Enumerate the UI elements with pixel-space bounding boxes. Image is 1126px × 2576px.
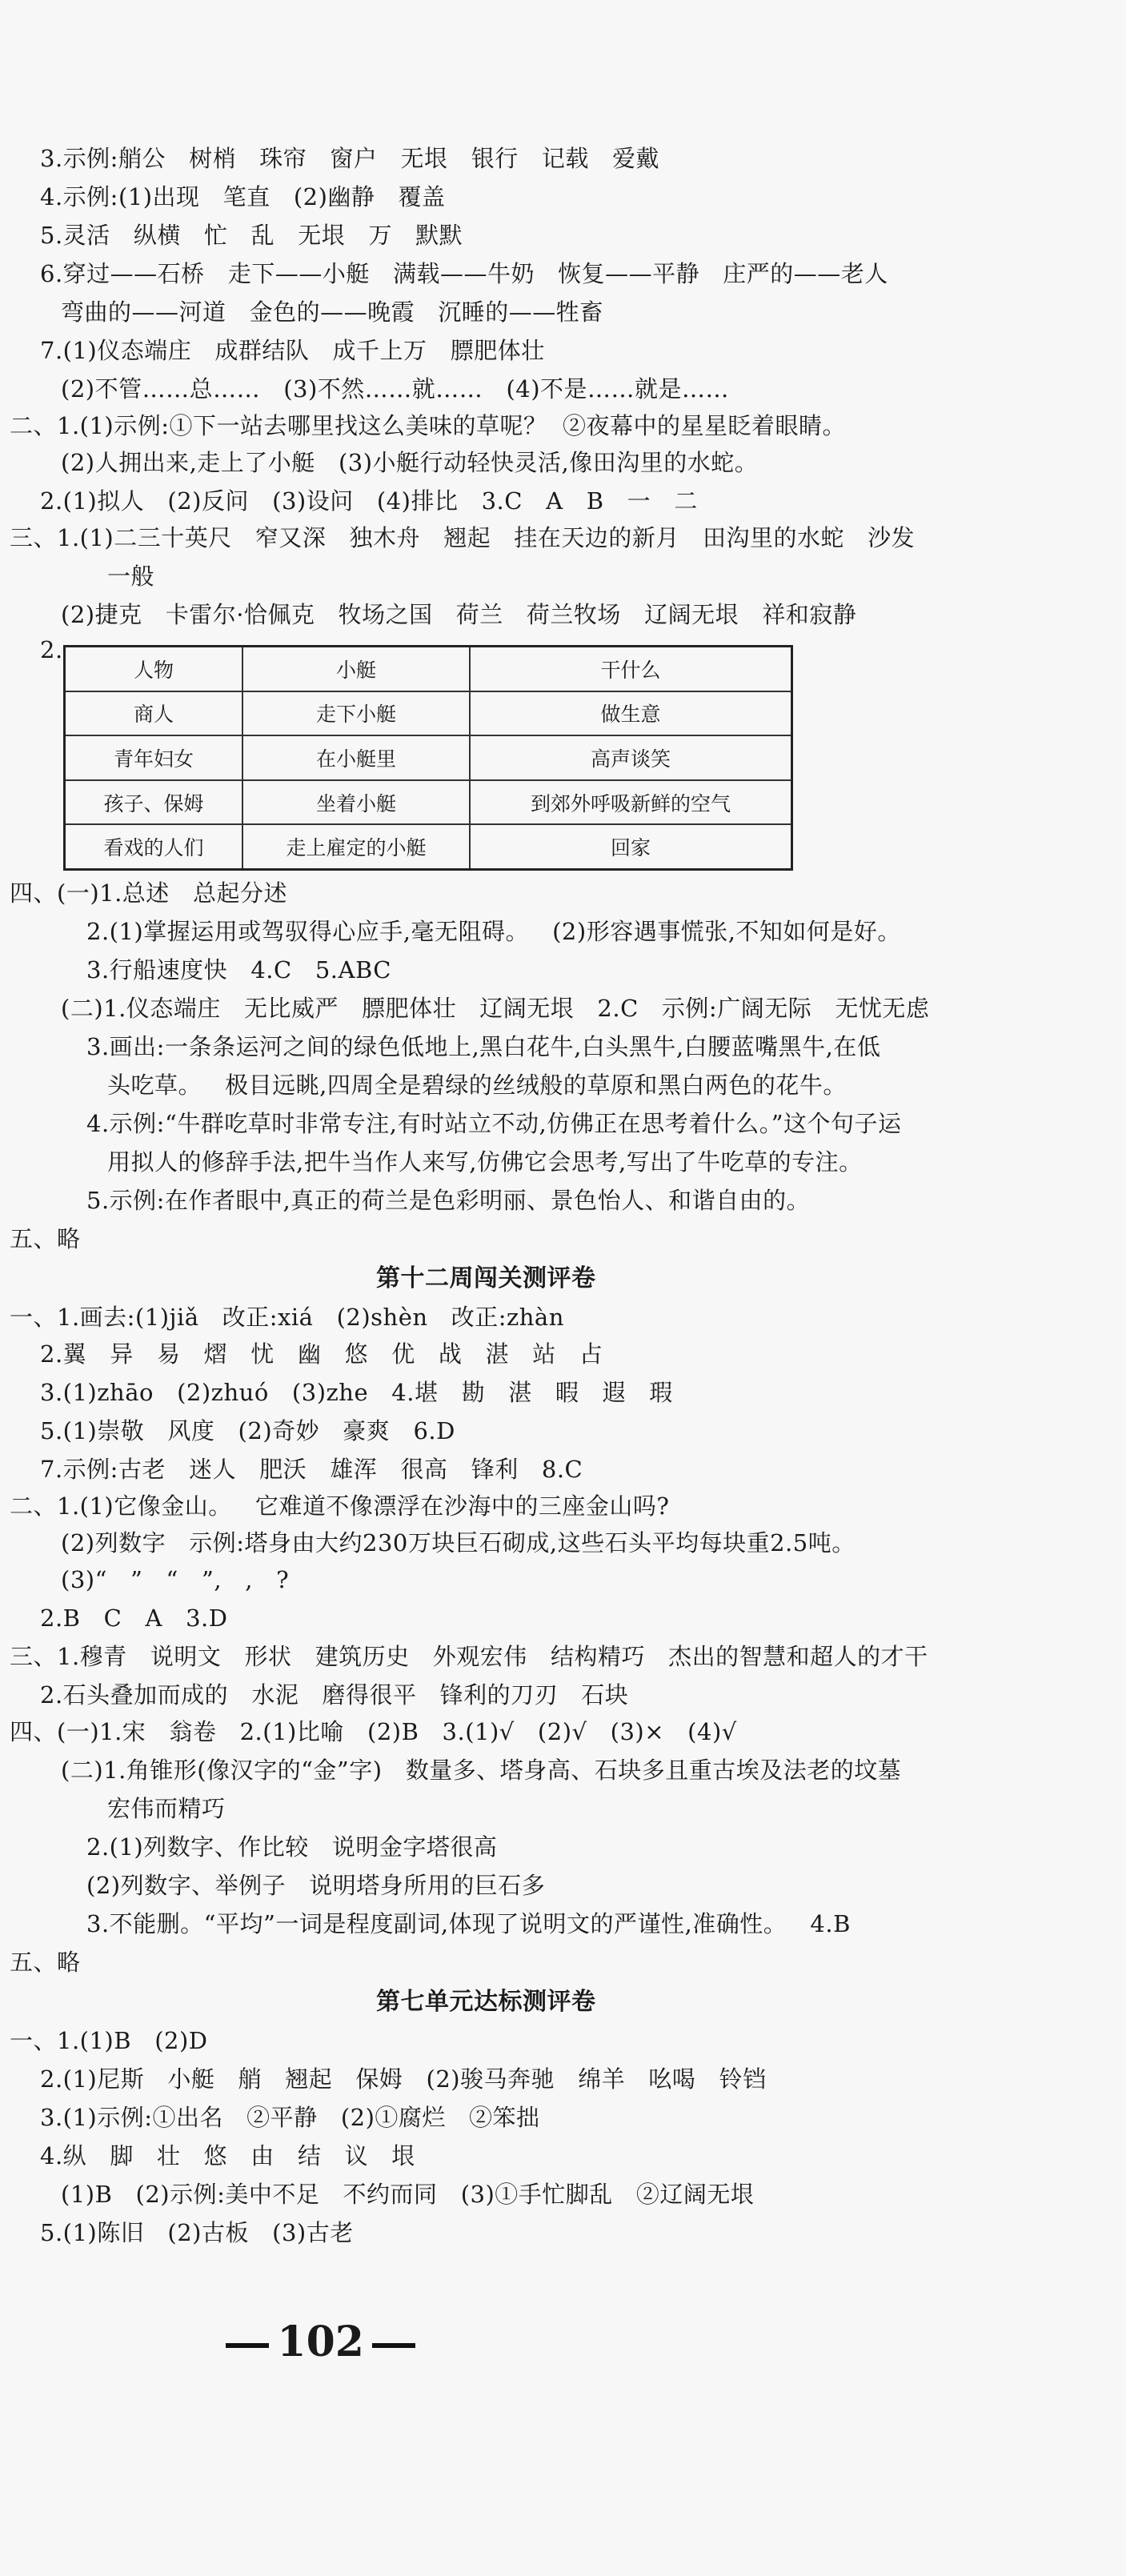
answer-line: 宏伟而精巧 bbox=[107, 1795, 226, 1822]
table-cell: 回家 bbox=[470, 824, 792, 869]
answer-line: 3.(1)示例:①出名 ②平静 (2)①腐烂 ②笨拙 bbox=[40, 2104, 540, 2131]
answer-line: (2)人拥出来,走上了小艇 (3)小艇行动轻快灵活,像田沟里的水蛇。 bbox=[61, 449, 759, 476]
table-cell: 孩子、保姆 bbox=[65, 780, 243, 825]
table-row bbox=[65, 780, 792, 825]
answer-line: 3.画出:一条条运河之间的绿色低地上,黑白花牛,白头黑牛,白腰蓝嘴黑牛,在低 bbox=[86, 1033, 881, 1060]
answer-line: 2.(1)列数字、作比较 说明金字塔很高 bbox=[86, 1833, 498, 1861]
answer-line: 4.示例:(1)出现 笔直 (2)幽静 覆盖 bbox=[40, 183, 446, 210]
table-cell: 在小艇里 bbox=[242, 735, 470, 780]
answer-line: 2.翼 异 易 熠 忧 幽 悠 优 战 湛 站 占 bbox=[40, 1340, 603, 1368]
table-cell: 商人 bbox=[65, 691, 243, 736]
table-cell: 到郊外呼吸新鲜的空气 bbox=[470, 780, 792, 825]
answer-line: (2)列数字 示例:塔身由大约230万块巨石砌成,这些石头平均每块重2.5吨。 bbox=[61, 1529, 856, 1556]
answer-line: 4.示例:“牛群吃草时非常专注,有时站立不动,仿佛正在思考着什么。”这个句子运 bbox=[86, 1110, 902, 1137]
answer-line: 三、1.(1)二三十英尺 窄又深 独木舟 翘起 挂在天边的新月 田沟里的水蛇 沙发 bbox=[10, 524, 916, 551]
answer-line: 三、1.穆青 说明文 形状 建筑历史 外观宏伟 结构精巧 杰出的智慧和超人的才干 bbox=[10, 1643, 928, 1670]
table-row bbox=[65, 735, 792, 780]
table-header-cell: 人物 bbox=[65, 647, 243, 691]
answer-line: 一、1.画去:(1)jiǎ 改正:xiá (2)shèn 改正:zhàn bbox=[10, 1304, 564, 1331]
table-cell: 走上雇定的小艇 bbox=[242, 824, 470, 869]
answer-line: 5.(1)崇敬 风度 (2)奇妙 豪爽 6.D bbox=[40, 1417, 455, 1444]
answer-line: 一、1.(1)B (2)D bbox=[10, 2027, 208, 2054]
answer-line: 弯曲的——河道 金色的——晚霞 沉睡的——牲畜 bbox=[61, 298, 603, 326]
answer-line: (3)“ ” “ ”, , ? bbox=[61, 1566, 290, 1593]
answer-line: 2.B C A 3.D bbox=[40, 1604, 228, 1632]
page-number bbox=[160, 2269, 423, 2415]
answer-line: 二、1.(1)它像金山。 它难道不像漂浮在沙海中的三座金山吗? bbox=[10, 1492, 670, 1520]
table-cell: 做生意 bbox=[470, 691, 792, 736]
section-title: 第十二周闯关测评卷 bbox=[376, 1264, 596, 1292]
dash-left bbox=[226, 2343, 269, 2348]
table-row bbox=[65, 824, 792, 869]
answer-line: 四、(一)1.总述 总起分述 bbox=[10, 879, 287, 907]
section-title: 第七单元达标测评卷 bbox=[376, 1988, 596, 2016]
answer-line: 7.(1)仪态端庄 成群结队 成千上万 膘肥体壮 bbox=[40, 337, 545, 364]
answer-line: 四、(一)1.宋 翁卷 2.(1)比喻 (2)B 3.(1)√ (2)√ (3)× (4)√ bbox=[10, 1718, 737, 1745]
answer-line: 二、1.(1)示例:①下一站去哪里找这么美味的草呢？ ②夜幕中的星星眨着眼睛。 bbox=[10, 412, 846, 439]
answer-line: 6.穿过——石桥 走下——小艇 满载——牛奶 恢复——平静 庄严的——老人 bbox=[40, 260, 888, 287]
answer-line: 用拟人的修辞手法,把牛当作人来写,仿佛它会思考,写出了牛吃草的专注。 bbox=[107, 1148, 863, 1176]
answer-line: 5.灵活 纵横 忙 乱 无垠 万 默默 bbox=[40, 222, 463, 249]
table-cell: 看戏的人们 bbox=[65, 824, 243, 869]
answer-line: 头吃草。 极目远眺,四周全是碧绿的丝绒般的草原和黑白两色的花牛。 bbox=[107, 1072, 847, 1099]
table-header-row bbox=[65, 647, 792, 691]
answer-line: 2.(1)拟人 (2)反问 (3)设问 (4)排比 3.C A B 一 二 bbox=[40, 487, 698, 515]
table-cell: 高声谈笑 bbox=[470, 735, 792, 780]
answer-line: 3.行船速度快 4.C 5.ABC bbox=[86, 956, 391, 984]
table-header-cell: 小艇 bbox=[242, 647, 470, 691]
table-row bbox=[65, 691, 792, 736]
table-header-cell: 干什么 bbox=[470, 647, 792, 691]
answer-line: 2. bbox=[40, 636, 63, 663]
answer-line: 2.(1)掌握运用或驾驭得心应手,毫无阻碍。 (2)形容遇事慌张,不知如何是好。 bbox=[86, 918, 901, 945]
answer-line: (二)1.角锥形(像汉字的“金”字) 数量多、塔身高、石块多且重古埃及法老的坟墓 bbox=[61, 1757, 902, 1784]
answer-line: (2)捷克 卡雷尔·恰佩克 牧场之国 荷兰 荷兰牧场 辽阔无垠 祥和寂静 bbox=[61, 601, 857, 628]
answer-line: 2.(1)尼斯 小艇 艄 翘起 保姆 (2)骏马奔驰 绵羊 吆喝 铃铛 bbox=[40, 2065, 767, 2093]
table-cell: 走下小艇 bbox=[242, 691, 470, 736]
answer-line: (二)1.仪态端庄 无比威严 膘肥体壮 辽阔无垠 2.C 示例:广阔无际 无忧无虑 bbox=[61, 995, 930, 1022]
answer-line: 五、略 bbox=[10, 1225, 81, 1252]
answer-line: 一般 bbox=[107, 563, 155, 590]
answer-line: 4.纵 脚 壮 悠 由 结 议 垠 bbox=[40, 2142, 415, 2169]
answer-line: (2)不管……总…… (3)不然……就…… (4)不是……就是…… bbox=[61, 375, 730, 403]
table-cell: 青年妇女 bbox=[65, 735, 243, 780]
answer-line: 3.(1)zhāo (2)zhuó (3)zhe 4.堪 勘 湛 暇 遐 瑕 bbox=[40, 1379, 673, 1406]
table-cell: 坐着小艇 bbox=[242, 780, 470, 825]
answer-line: 3.不能删。“平均”一词是程度副词,体现了说明文的严谨性,准确性。 4.B bbox=[86, 1910, 851, 1937]
answer-line: (1)B (2)示例:美中不足 不约而同 (3)①手忙脚乱 ②辽阔无垠 bbox=[61, 2181, 755, 2208]
answer-line: 7.示例:古老 迷人 肥沃 雄浑 很高 锋利 8.C bbox=[40, 1456, 583, 1483]
answer-line: 五、略 bbox=[10, 1949, 81, 1976]
dash-right bbox=[372, 2343, 415, 2348]
answer-line: 5.示例:在作者眼中,真正的荷兰是色彩明丽、景色怡人、和谐自由的。 bbox=[86, 1187, 811, 1214]
answer-line: 2.石头叠加而成的 水泥 磨得很平 锋利的刀刃 石块 bbox=[40, 1681, 629, 1709]
answer-table bbox=[63, 645, 793, 871]
answer-line: 3.示例:艄公 树梢 珠帘 窗户 无垠 银行 记载 爱戴 bbox=[40, 145, 660, 172]
answer-line: 5.(1)陈旧 (2)古板 (3)古老 bbox=[40, 2219, 354, 2246]
page-number-value: 102 bbox=[277, 2318, 364, 2366]
answer-line: (2)列数字、举例子 说明塔身所用的巨石多 bbox=[86, 1872, 546, 1899]
